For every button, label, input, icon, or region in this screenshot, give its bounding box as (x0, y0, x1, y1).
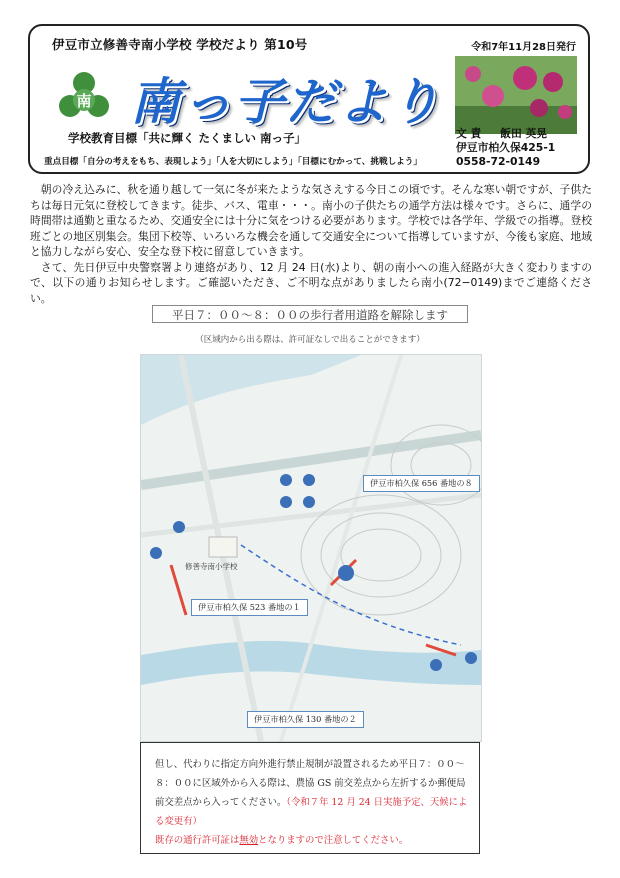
author-label: 文 責 (456, 127, 482, 140)
paragraph-1: 朝の冷え込みに、秋を通り越して一気に冬が来たような気さえする今日この頃です。そんな寒い朝ですが、子供たちは毎日元気に登校してきます。徒歩、バス、電車・・・。南小の子供たちの通学方法は様々です。さらに、通学の時間帯は通勤と重なるため、交通安全には十分に気をつける必要があります。学校では各学年、学級での指導。登校班ごとの地区別集会。集団下校等、いろいろな機会を通して交通安全について指導していますが、今後も家庭、地域と協力しながら安心、安全な登下校に留意していきます。 (30, 183, 592, 258)
paragraph-2: さて、先日伊豆中央警察署より連絡があり、12 月 24 日(水)より、朝の南小への進入経路が大きく変わりますので、以下の通りお知らせします。ご確認いただき、ご不明な点がありましたら南小(72−0149)までご連絡ください。 (30, 260, 592, 305)
svg-text:南: 南 (76, 92, 92, 110)
school-map-label: 修善寺南小学校 (185, 562, 238, 571)
permit-note-a: 既存の通行許可証は (155, 835, 240, 846)
school-address: 伊豆市柏久保425-1 (456, 141, 556, 154)
flower-photo (455, 56, 577, 134)
article-body (30, 182, 592, 306)
callout-address-523: 伊豆市柏久保 523 番地の１ (191, 599, 308, 616)
notice-box (140, 742, 480, 854)
school-phone: 0558-72-0149 (456, 155, 541, 168)
map-note: （区域内から出る際は、許可証なしで出ることができます） (195, 335, 425, 345)
permit-note-c: となりますので注意してください。 (258, 835, 409, 846)
author-name: 飯田 英晃 (500, 127, 548, 140)
contact-info (456, 127, 555, 169)
issue-date: 令和7年11月28日発行 (471, 42, 576, 53)
newsletter-header (28, 24, 590, 174)
notice-date-note: （令和７年 12 月 24 日実施予定、天候による変更有） (155, 797, 468, 827)
permit-invalid: 無効 (239, 835, 259, 846)
education-goal: 学校教育目標「共に輝く たくましい 南っ子」 (68, 131, 307, 145)
route-map (140, 354, 482, 742)
permit-note (155, 835, 408, 846)
school-name: 伊豆市立修善寺南小学校 学校だより 第10号 (52, 37, 308, 52)
school-emblem-icon (56, 70, 112, 126)
map-heading: 平日７：００〜８：００の歩行者用道路を解除します (152, 305, 468, 323)
map-graphic (141, 355, 481, 741)
newsletter-title: 南っ子だより (130, 73, 442, 131)
callout-address-656: 伊豆市柏久保 656 番地の８ (363, 475, 480, 492)
priority-goals: 重点目標「自分の考えをもち、表現しよう」「人を大切にしよう」「目標にむかって、挑戦しよう」 (44, 157, 422, 167)
notice-text: 但し、代わりに指定方向外進行禁止規制が設置されるため平日７：００〜８：００に区域外から入る際は、農協 GS 前交差点から左折するか郵便局前交差点から入ってください。 (155, 759, 466, 808)
callout-address-130: 伊豆市柏久保 130 番地の２ (247, 711, 364, 728)
